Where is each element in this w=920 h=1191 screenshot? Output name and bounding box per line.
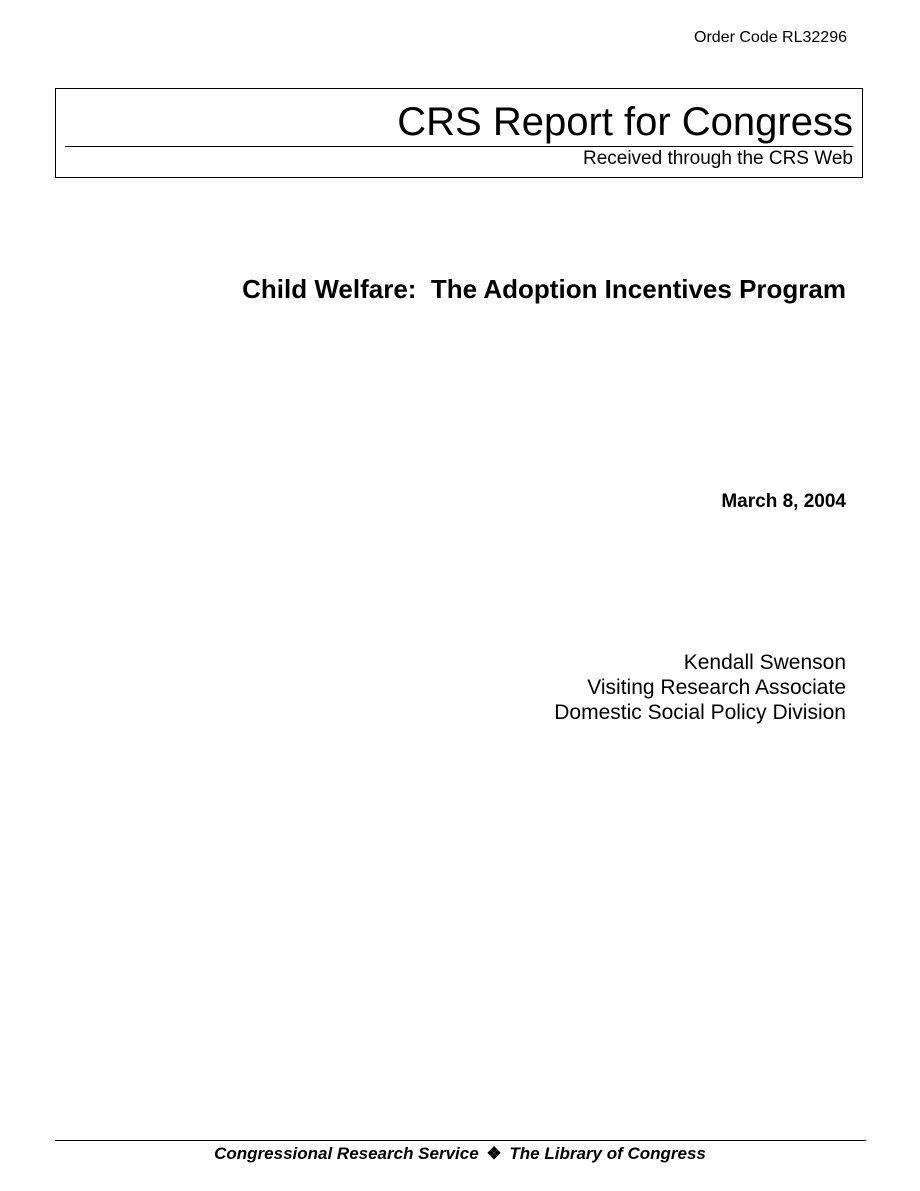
report-header-box: [55, 88, 863, 178]
header-title: CRS Report for Congress: [397, 100, 853, 144]
footer-right-text: The Library of Congress: [509, 1144, 706, 1163]
report-title: Child Welfare: The Adoption Incentives Program: [242, 274, 846, 304]
author-position: Visiting Research Associate: [587, 676, 846, 699]
author-name: Kendall Swenson: [683, 651, 846, 674]
footer-divider: [55, 1140, 866, 1141]
author-division: Domestic Social Policy Division: [554, 701, 846, 724]
report-date: March 8, 2004: [721, 491, 846, 512]
header-divider: [65, 146, 853, 147]
footer-separator-icon: ❖: [486, 1144, 502, 1163]
author-block: [554, 650, 846, 725]
header-subtitle: Received through the CRS Web: [582, 148, 853, 169]
footer: [0, 1143, 920, 1165]
order-code: Order Code RL32296: [694, 29, 847, 46]
footer-left-text: Congressional Research Service: [214, 1144, 479, 1163]
